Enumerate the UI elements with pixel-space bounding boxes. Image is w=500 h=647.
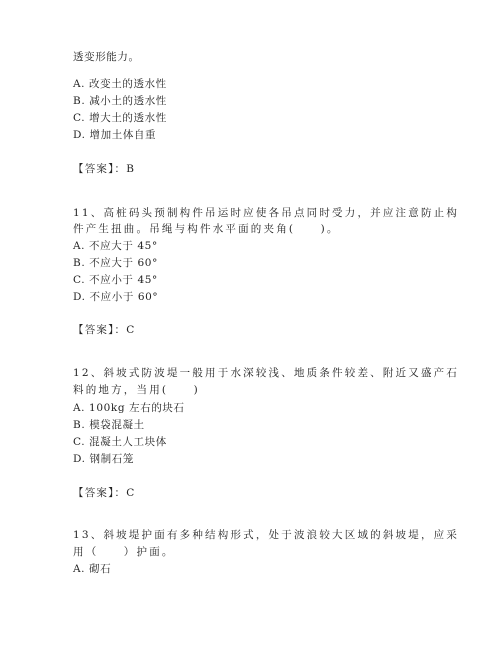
- question-13-option-a: A. 砌石: [73, 563, 112, 575]
- option-b: B. 减小土的透水性: [73, 95, 167, 107]
- question-11-option-d: D. 不应小于 60°: [73, 291, 159, 303]
- option-d: D. 增加土体自重: [73, 129, 157, 141]
- question-11-answer: 【答案】：C: [73, 324, 136, 336]
- question-11-option-b: B. 不应大于 60°: [73, 257, 158, 269]
- option-a: A. 改变土的透水性: [73, 78, 167, 90]
- question-12-option-a: A. 100kg 左右的块石: [73, 402, 185, 414]
- question-12-option-c: C. 混凝土人工块体: [73, 436, 167, 448]
- question-11-option-c: C. 不应小于 45°: [73, 274, 158, 286]
- answer-label: 【答案】：B: [73, 163, 136, 175]
- question-11-text-line-1: 11、高桩码头预制构件吊运时应使各吊点同时受力，并应注意防止构: [73, 207, 460, 219]
- question-12-answer: 【答案】：C: [73, 487, 136, 499]
- option-c: C. 增大土的透水性: [73, 112, 167, 124]
- question-11-option-a: A. 不应大于 45°: [73, 240, 158, 252]
- question-continuation-text: 透变形能力。: [73, 51, 140, 63]
- question-11-text-line-2: 件产生扭曲。吊绳与构件水平面的夹角( )。: [73, 223, 340, 235]
- question-12-text-line-2: 料的地方，当用( ): [73, 384, 200, 396]
- question-12-text-line-1: 12、斜坡式防波堤一般用于水深较浅、地质条件较差、附近又盛产石: [73, 367, 460, 379]
- question-12-option-b: B. 模袋混凝土: [73, 419, 145, 431]
- question-13-text-line-2: 用（ ）护面。: [73, 546, 175, 558]
- question-12-option-d: D. 钢制石笼: [73, 453, 134, 465]
- question-13-text-line-1: 13、斜坡堤护面有多种结构形式，处于波浪较大区域的斜坡堤，应采: [73, 529, 460, 541]
